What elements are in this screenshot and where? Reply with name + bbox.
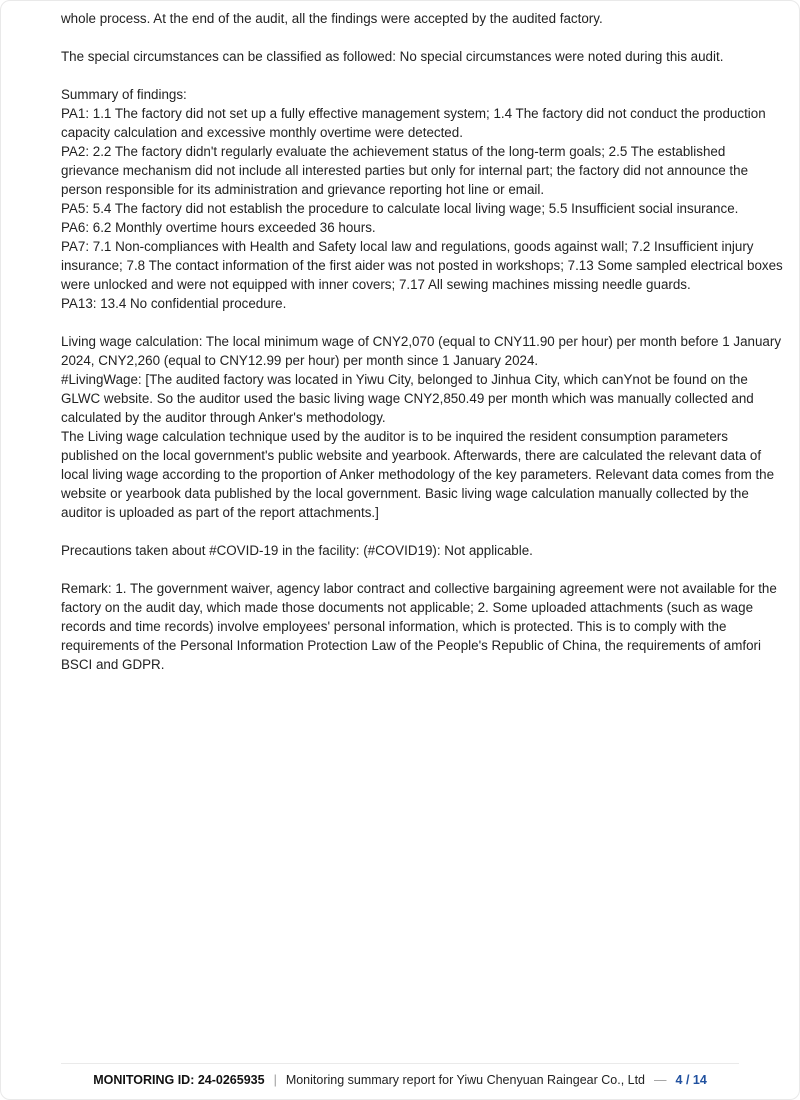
page-footer	[61, 1063, 739, 1088]
text-line: were unlocked and were not equipped with inner covers; 7.17 All sewing machines missing needle guards.	[61, 277, 691, 292]
text-line: PA5: 5.4 The factory did not establish the procedure to calculate local living wage; 5.5 Insufficient social insurance.	[61, 201, 739, 216]
text-line: insurance; 7.8 The contact information of the first aider was not posted in workshops; 7.13 Some sampled electrical boxes	[61, 258, 783, 273]
text-line: PA2: 2.2 The factory didn't regularly evaluate the achievement status of the long-term goals; 2.5 The established	[61, 144, 726, 159]
document-body	[61, 9, 783, 693]
text-line: Precautions taken about #COVID-19 in the facility: (#COVID19): Not applicable.	[61, 543, 533, 558]
text-line: GLWC website. So the auditor used the basic living wage CNY2,850.49 per month which was manually collected and	[61, 391, 754, 406]
text-line: local living wage according to the proportion of Anker methodology of the key parameters. Relevant data comes from the	[61, 467, 775, 482]
monitoring-id: MONITORING ID: 24-0265935	[93, 1073, 265, 1087]
text-line: PA6: 6.2 Monthly overtime hours exceeded 36 hours.	[61, 220, 376, 235]
paragraph	[61, 85, 783, 313]
text-line: The Living wage calculation technique used by the auditor is to be inquired the resident consumption parameters	[61, 429, 728, 444]
text-line: Living wage calculation: The local minimum wage of CNY2,070 (equal to CNY11.90 per hour) per month before 1 January	[61, 334, 782, 349]
text-line: Remark: 1. The government waiver, agency labor contract and collective bargaining agreement were not available for the	[61, 581, 777, 596]
text-line: capacity calculation and excessive monthly overtime were detected.	[61, 125, 463, 140]
text-line: PA1: 1.1 The factory did not set up a fully effective management system; 1.4 The factory did not conduct the production	[61, 106, 766, 121]
paragraph	[61, 47, 747, 66]
footer-text	[61, 1064, 739, 1088]
text-line: BSCI and GDPR.	[61, 657, 165, 672]
paragraph	[61, 579, 777, 674]
footer-separator: |	[273, 1073, 277, 1087]
text-line: person responsible for its administration and grievance reporting hot line or email.	[61, 182, 545, 197]
text-line: The special circumstances can be classified as followed: No special circumstances were noted during this audit.	[61, 49, 724, 64]
text-line: calculated by the auditor through Anker's methodology.	[61, 410, 386, 425]
text-line: factory on the audit day, which made those documents not applicable; 2. Some uploaded attachments (such as wage	[61, 600, 754, 615]
text-line: records and time records) involve employees' personal information, which is protected. This is to comply with the	[61, 619, 727, 634]
text-line: grievance mechanism did not include all interested parties but only for internal part; the factory did not announce the	[61, 163, 749, 178]
text-line: 2024, CNY2,260 (equal to CNY12.99 per hour) per month since 1 January 2024.	[61, 353, 539, 368]
report-title: Monitoring summary report for Yiwu Chenyuan Raingear Co., Ltd	[285, 1073, 646, 1087]
paragraph	[61, 541, 747, 560]
text-line: published on the local government's public website and yearbook. Afterwards, there are calculated the relevant data of	[61, 448, 762, 463]
text-line: PA13: 13.4 No confidential procedure.	[61, 296, 287, 311]
text-line: website or yearbook data published by the local government. Basic living wage calculation manually collected by the	[61, 486, 749, 501]
text-line: Summary of findings:	[61, 87, 187, 102]
text-line: PA7: 7.1 Non-compliances with Health and Safety local law and regulations, goods against wall; 7.2 Insufficient injury	[61, 239, 754, 254]
page-number: 4 / 14	[675, 1073, 707, 1087]
text-line: #LivingWage: [The audited factory was located in Yiwu City, belonged to Jinhua City, which canYnot be found on the	[61, 372, 748, 387]
text-line: whole process. At the end of the audit, all the findings were accepted by the audited factory.	[61, 11, 603, 26]
paragraph	[61, 9, 747, 28]
paragraph	[61, 332, 782, 522]
text-line: requirements of the Personal Information Protection Law of the People's Republic of China, the requirements of amfori	[61, 638, 761, 653]
text-line: auditor is uploaded as part of the report attachments.]	[61, 505, 379, 520]
footer-dash: —	[654, 1073, 667, 1087]
